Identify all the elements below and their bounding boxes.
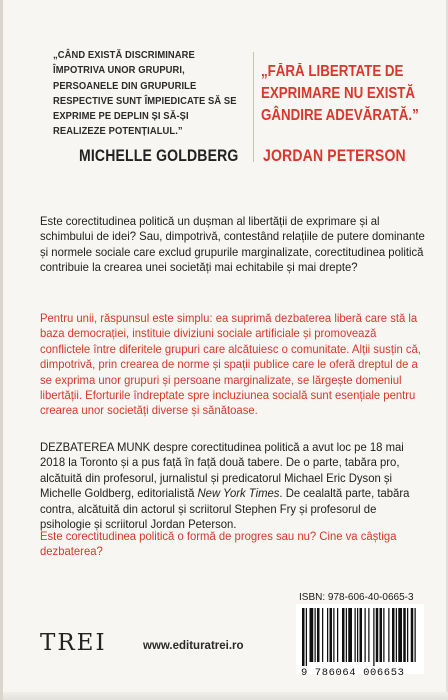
barcode-bar	[310, 608, 314, 662]
barcode-bar	[302, 608, 305, 666]
barcode-bar	[322, 608, 323, 662]
quotes-section	[25, 40, 429, 185]
barcode-bar	[376, 608, 379, 662]
barcode-bar	[380, 608, 383, 662]
paragraph-debate-text	[40, 440, 426, 532]
paragraph-question-text: Este corectitudinea politică o formă de progres sau nu? Cine va câștiga dezbaterea?	[40, 529, 397, 559]
barcode-bar	[355, 608, 356, 662]
publisher-website: www.edituratrei.ro	[143, 640, 244, 652]
isbn-label: ISBN: 978-606-40-0665-3	[299, 592, 414, 603]
quote-goldberg	[53, 48, 239, 140]
publisher-logo: TREI	[40, 630, 107, 656]
paragraph-debate-part2: . De cealaltă parte, tabăra contra, alcătuită din actorul și scriitorul Stephen Fry și profesorul de psihologie și scriitorul Jordan Peterson.	[40, 486, 410, 532]
newspaper-title: New York Times	[197, 486, 280, 501]
barcode	[296, 604, 424, 674]
barcode-bar	[342, 608, 345, 662]
quote-goldberg-text: „CÂND EXISTĂ DISCRIMINARE ÎMPOTRIVA UNOR GRUPURI, PERSOANELE DIN GRUPURILE RESPECTIVE SUNT ÎMPIEDICATE SĂ SE EXPRIME PE DEPLIN ȘI SĂ-ȘI REALIZEZE POTENȚIALUL.”	[53, 50, 237, 138]
barcode-bar	[360, 608, 363, 662]
barcode-bar	[407, 608, 408, 662]
barcode-bar	[348, 608, 352, 662]
barcode-bar	[337, 608, 338, 662]
paragraph-arguments-text: Pentru unii, răspunsul este simplu: ea suprimă dezbaterea liberă care stă la baza democrației, instituie diviziuni sociale artificiale și promovează conflictele între diferitele grupuri care alcătuiesc o comunitate. Alții susțin că, dimpotrivă, prin crearea de norme și spații publice care le oferă dreptul de a se exprima unor grupuri și persoane marginalizate, se lărgește domeniul libertății. Eforturile îndreptate spre incluziunea socială sunt esențiale pentru crearea unor societăți diverse și sănătoase.	[40, 311, 421, 418]
barcode-bar	[396, 608, 397, 662]
barcode-bar	[357, 608, 358, 662]
barcode-bar	[411, 608, 414, 662]
barcode-bar	[373, 608, 374, 666]
paragraph-question	[40, 529, 426, 560]
barcode-bar	[306, 608, 307, 666]
barcode-bar	[330, 608, 333, 662]
barcode-bar	[368, 608, 369, 662]
barcode-bar	[315, 608, 316, 662]
barcode-bar	[383, 608, 384, 662]
paragraph-intro	[40, 214, 426, 276]
author-peterson: JORDAN PETERSON	[263, 147, 406, 165]
barcode-bar	[388, 608, 389, 662]
barcode-bar	[333, 608, 334, 662]
quote-peterson-text: „FĂRĂ LIBERTATE DE EXPRIMARE NU EXISTĂ GÂNDIRE ADEVĂRATĂ.”	[261, 63, 419, 124]
paragraph-debate	[40, 440, 426, 532]
author-goldberg: MICHELLE GOLDBERG	[79, 147, 239, 165]
barcode-bar	[327, 608, 328, 662]
barcode-bar	[346, 608, 347, 662]
barcode-digits: 9 786064 006653	[301, 667, 405, 679]
paragraph-arguments	[40, 311, 426, 419]
page-edge	[3, 692, 448, 700]
paragraph-debate-part1: DEZBATEREA MUNK despre corectitudinea politică a avut loc pe 18 mai 2018 la Toronto și a pus față în față două tabere. De o parte, tabăra pro, alcătuită din profesorul, jurnalistul și predicatorul Michael Eric Dyson și Michelle Goldberg, editorialistă	[40, 440, 404, 501]
barcode-bar	[415, 608, 416, 662]
paragraph-intro-text: Este corectitudinea politică un dușman al libertății de exprimare și al schimbului de idei? Sau, dimpotrivă, contestând relațiile de putere dominante și normele sociale care exclud grupurile marginalizate, corectitudinea politică contribuie la crearea unei societăți mai echitabile și mai drepte?	[40, 214, 425, 275]
quote-peterson	[261, 61, 437, 127]
barcode-bar	[392, 608, 395, 662]
barcode-icon	[296, 604, 424, 666]
barcode-bar	[317, 608, 320, 662]
barcode-bar	[365, 608, 366, 662]
quote-divider	[253, 52, 254, 162]
barcode-bar	[403, 608, 406, 662]
barcode-bar	[398, 608, 402, 662]
